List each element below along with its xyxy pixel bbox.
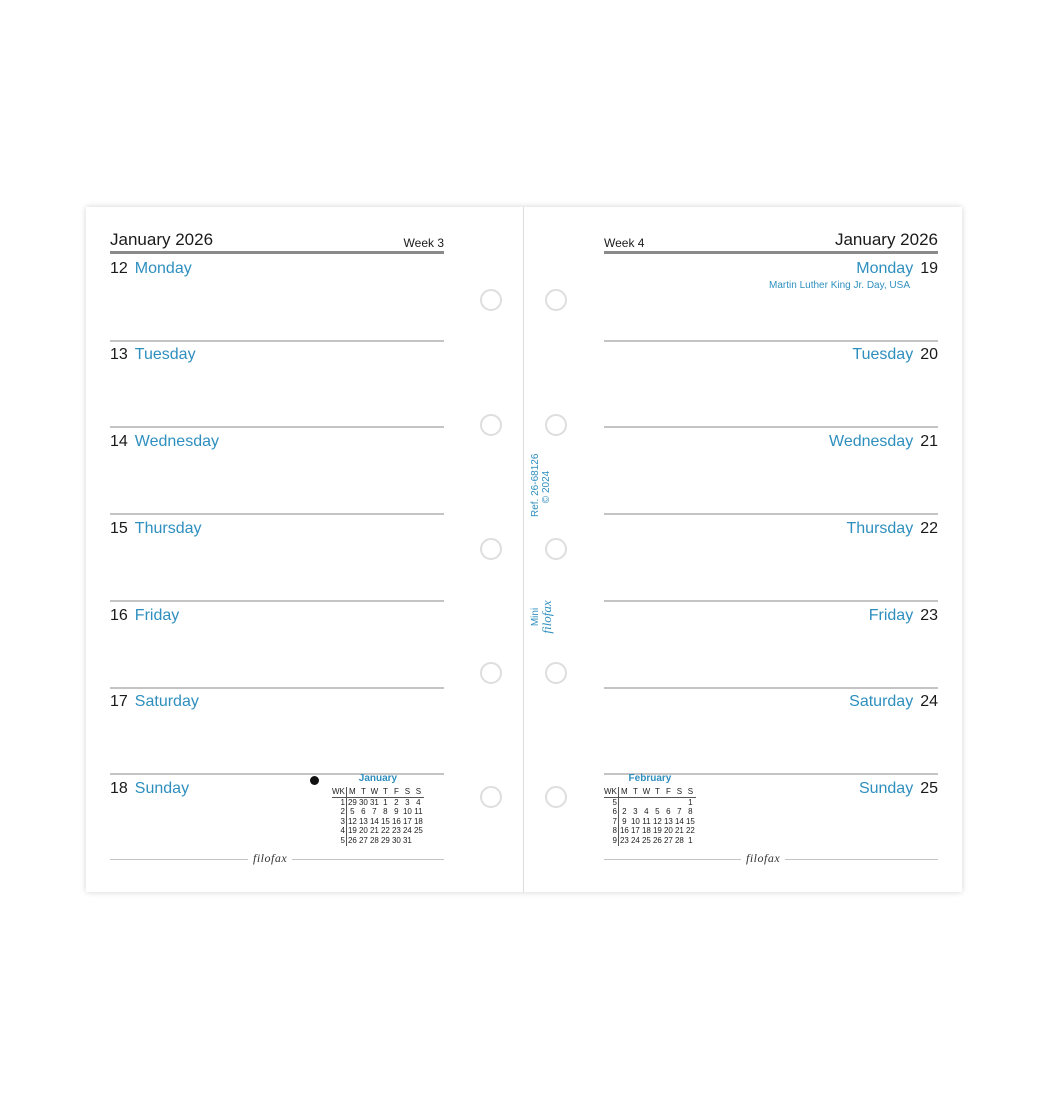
day-name: Monday <box>856 260 914 277</box>
right-header <box>604 227 938 254</box>
day-name: Tuesday <box>134 346 196 363</box>
date-cell: 17 <box>402 816 412 826</box>
date-cell: 7 <box>372 807 377 817</box>
day-name: Wednesday <box>829 433 914 450</box>
day-friday-16[interactable] <box>110 601 444 689</box>
date-cell: 16 <box>391 816 401 826</box>
date-cell: 2 <box>394 797 399 807</box>
week-number-cell: 5 <box>604 797 618 807</box>
day-number: 24 <box>920 693 938 710</box>
date-cell: 19 <box>347 826 357 836</box>
mini-calendar-january <box>332 773 424 846</box>
date-cell <box>663 797 674 807</box>
date-cell: 8 <box>688 807 693 817</box>
mini-header-cell: S <box>413 787 424 797</box>
date-cell: 13 <box>358 816 368 826</box>
date-cell: 15 <box>380 816 390 826</box>
binder-hole-icon <box>480 289 502 311</box>
week-number-cell: 8 <box>604 826 618 836</box>
mini-calendar-row <box>332 826 424 836</box>
date-cell: 24 <box>402 826 412 836</box>
day-name: Friday <box>134 607 180 624</box>
week-number-cell: 5 <box>332 836 346 846</box>
date-cell: 21 <box>674 826 684 836</box>
date-cell: 6 <box>361 807 366 817</box>
date-cell: 30 <box>358 797 368 807</box>
binder-hole-icon <box>545 786 567 808</box>
date-cell: 29 <box>380 835 390 845</box>
date-cell: 7 <box>677 807 682 817</box>
binder-hole-icon <box>545 289 567 311</box>
date-cell: 20 <box>663 826 673 836</box>
mini-header-cell: W <box>370 787 379 796</box>
date-cell: 4 <box>644 807 649 817</box>
binder-hole-icon <box>480 662 502 684</box>
date-cell: 12 <box>652 816 662 826</box>
date-cell: 22 <box>685 826 695 836</box>
date-cell: 28 <box>369 835 379 845</box>
day-name: Monday <box>134 260 192 277</box>
date-cell: 27 <box>358 835 368 845</box>
mini-calendar-row <box>332 836 424 846</box>
day-number: 25 <box>920 780 938 797</box>
day-number: 20 <box>920 346 938 363</box>
mini-header-cell: S <box>402 787 413 797</box>
date-cell: 17 <box>630 826 640 836</box>
date-cell: 28 <box>674 835 684 845</box>
day-thursday-15[interactable] <box>110 514 444 602</box>
left-header <box>110 227 444 254</box>
date-cell: 16 <box>619 826 629 836</box>
date-cell <box>641 797 652 807</box>
day-saturday-24[interactable] <box>604 687 938 775</box>
date-cell: 14 <box>674 816 684 826</box>
center-fold <box>523 207 524 892</box>
date-cell: 25 <box>413 826 423 836</box>
mini-calendar-grid <box>332 787 424 846</box>
binder-hole-icon <box>480 786 502 808</box>
right-month-title: January 2026 <box>834 230 938 249</box>
spine-reference <box>530 453 552 517</box>
day-thursday-22[interactable] <box>604 514 938 602</box>
day-number: 22 <box>920 520 938 537</box>
date-cell <box>674 797 685 807</box>
mini-calendar-row <box>604 817 696 827</box>
day-saturday-17[interactable] <box>110 687 444 775</box>
date-cell: 31 <box>369 797 379 807</box>
day-monday-12[interactable] <box>110 254 444 342</box>
spine-brand-logo: filofax <box>539 600 554 634</box>
day-number: 15 <box>110 520 128 537</box>
date-cell: 2 <box>622 807 627 817</box>
mini-calendar-row <box>604 807 696 817</box>
holiday-note: Martin Luther King Jr. Day, USA <box>769 280 910 291</box>
mini-header-cell: S <box>674 787 685 797</box>
mini-calendar-row <box>332 807 424 817</box>
mini-calendar-body <box>604 797 696 845</box>
binder-hole-icon <box>480 414 502 436</box>
day-number: 18 <box>110 780 128 797</box>
date-cell: 9 <box>622 816 627 826</box>
mini-calendar-title: February <box>628 773 672 784</box>
right-week-label: Week 4 <box>604 236 645 250</box>
day-name: Thursday <box>134 520 202 537</box>
day-monday-19[interactable] <box>604 254 938 342</box>
mini-header-cell: T <box>630 787 641 797</box>
mini-header-cell: WK <box>604 787 617 796</box>
mini-calendar-february <box>604 773 696 846</box>
date-cell <box>630 797 641 807</box>
mini-calendar-title: January <box>358 773 398 784</box>
day-tuesday-20[interactable] <box>604 340 938 428</box>
mini-header-cell: M <box>346 787 358 797</box>
date-cell: 24 <box>630 835 640 845</box>
binder-hole-icon <box>545 662 567 684</box>
week-number-cell: 7 <box>604 817 618 827</box>
size-label: Mini <box>530 607 541 627</box>
date-cell: 27 <box>663 835 673 845</box>
date-cell: 26 <box>652 835 662 845</box>
date-cell: 4 <box>416 797 421 807</box>
date-cell: 1 <box>688 797 693 807</box>
date-cell: 13 <box>663 816 673 826</box>
week-number-cell: 2 <box>332 807 346 817</box>
mini-header-cell: S <box>685 787 696 797</box>
day-name: Friday <box>868 607 914 624</box>
mini-header-cell: F <box>391 787 402 797</box>
date-cell: 30 <box>391 835 401 845</box>
diary-spread <box>86 207 962 892</box>
day-wednesday-14[interactable] <box>110 427 444 515</box>
day-name: Saturday <box>134 693 199 710</box>
mini-header-cell: M <box>618 787 630 797</box>
mini-calendar-row <box>604 836 696 846</box>
mini-header-cell: T <box>652 787 663 797</box>
left-page <box>110 207 444 892</box>
mini-calendar-row <box>604 826 696 836</box>
mini-calendar-row <box>604 797 696 807</box>
date-cell: 8 <box>383 807 388 817</box>
date-cell: 1 <box>688 835 693 845</box>
date-cell: 23 <box>619 835 629 845</box>
bullet-dot-icon <box>310 776 319 785</box>
date-cell: 20 <box>358 826 368 836</box>
mini-calendar-row <box>332 817 424 827</box>
date-cell: 1 <box>383 797 388 807</box>
date-cell: 21 <box>369 826 379 836</box>
day-number: 21 <box>920 433 938 450</box>
day-name: Sunday <box>134 780 190 797</box>
week-number-cell: 6 <box>604 807 618 817</box>
date-cell <box>413 836 424 846</box>
reference-number: Ref. 26-68126 <box>530 453 541 517</box>
day-number: 17 <box>110 693 128 710</box>
date-cell: 26 <box>347 835 357 845</box>
day-number: 14 <box>110 433 128 450</box>
mini-calendar-body <box>332 797 424 845</box>
day-name: Wednesday <box>134 433 219 450</box>
day-number: 13 <box>110 346 128 363</box>
week-number-cell: 3 <box>332 817 346 827</box>
brand-logo: filofax <box>248 851 292 866</box>
date-cell: 18 <box>641 826 651 836</box>
mini-header-cell: W <box>642 787 651 796</box>
mini-calendar-row <box>332 797 424 807</box>
mini-header-cell: WK <box>332 787 345 796</box>
mini-header-cell: F <box>663 787 674 797</box>
date-cell: 29 <box>347 797 357 807</box>
date-cell: 14 <box>369 816 379 826</box>
left-week-label: Week 3 <box>403 236 444 250</box>
mini-calendar-grid <box>604 787 696 846</box>
date-cell: 5 <box>350 807 355 817</box>
day-friday-23[interactable] <box>604 601 938 689</box>
date-cell: 11 <box>642 816 651 826</box>
date-cell: 18 <box>413 816 423 826</box>
brand-logo: filofax <box>741 851 785 866</box>
date-cell: 10 <box>630 816 640 826</box>
binder-hole-icon <box>480 538 502 560</box>
mini-header-cell: T <box>358 787 369 797</box>
date-cell: 23 <box>391 826 401 836</box>
date-cell: 3 <box>405 797 410 807</box>
date-cell: 5 <box>655 807 660 817</box>
day-wednesday-21[interactable] <box>604 427 938 515</box>
date-cell: 11 <box>414 807 423 817</box>
day-name: Tuesday <box>852 346 914 363</box>
binder-hole-icon <box>545 414 567 436</box>
date-cell: 22 <box>380 826 390 836</box>
binder-hole-icon <box>545 538 567 560</box>
day-number: 12 <box>110 260 128 277</box>
left-month-title: January 2026 <box>110 230 214 249</box>
day-name: Sunday <box>858 780 914 797</box>
right-page <box>604 207 938 892</box>
date-cell: 25 <box>641 835 651 845</box>
date-cell: 10 <box>402 807 412 817</box>
date-cell: 6 <box>666 807 671 817</box>
date-cell: 9 <box>394 807 399 817</box>
day-tuesday-13[interactable] <box>110 340 444 428</box>
mini-header-cell: T <box>380 787 391 797</box>
day-name: Thursday <box>846 520 914 537</box>
date-cell: 15 <box>685 816 695 826</box>
week-number-cell: 9 <box>604 836 618 846</box>
day-name: Saturday <box>849 693 914 710</box>
copyright-text: © 2024 <box>541 470 552 504</box>
spine-size-brand <box>530 587 552 647</box>
date-cell <box>652 797 663 807</box>
day-number: 16 <box>110 607 128 624</box>
date-cell: 19 <box>652 826 662 836</box>
day-number: 19 <box>920 260 938 277</box>
day-number: 23 <box>920 607 938 624</box>
date-cell: 12 <box>347 816 357 826</box>
week-number-cell: 1 <box>332 797 346 807</box>
date-cell <box>618 797 630 807</box>
date-cell: 3 <box>633 807 638 817</box>
week-number-cell: 4 <box>332 826 346 836</box>
date-cell: 31 <box>402 835 412 845</box>
